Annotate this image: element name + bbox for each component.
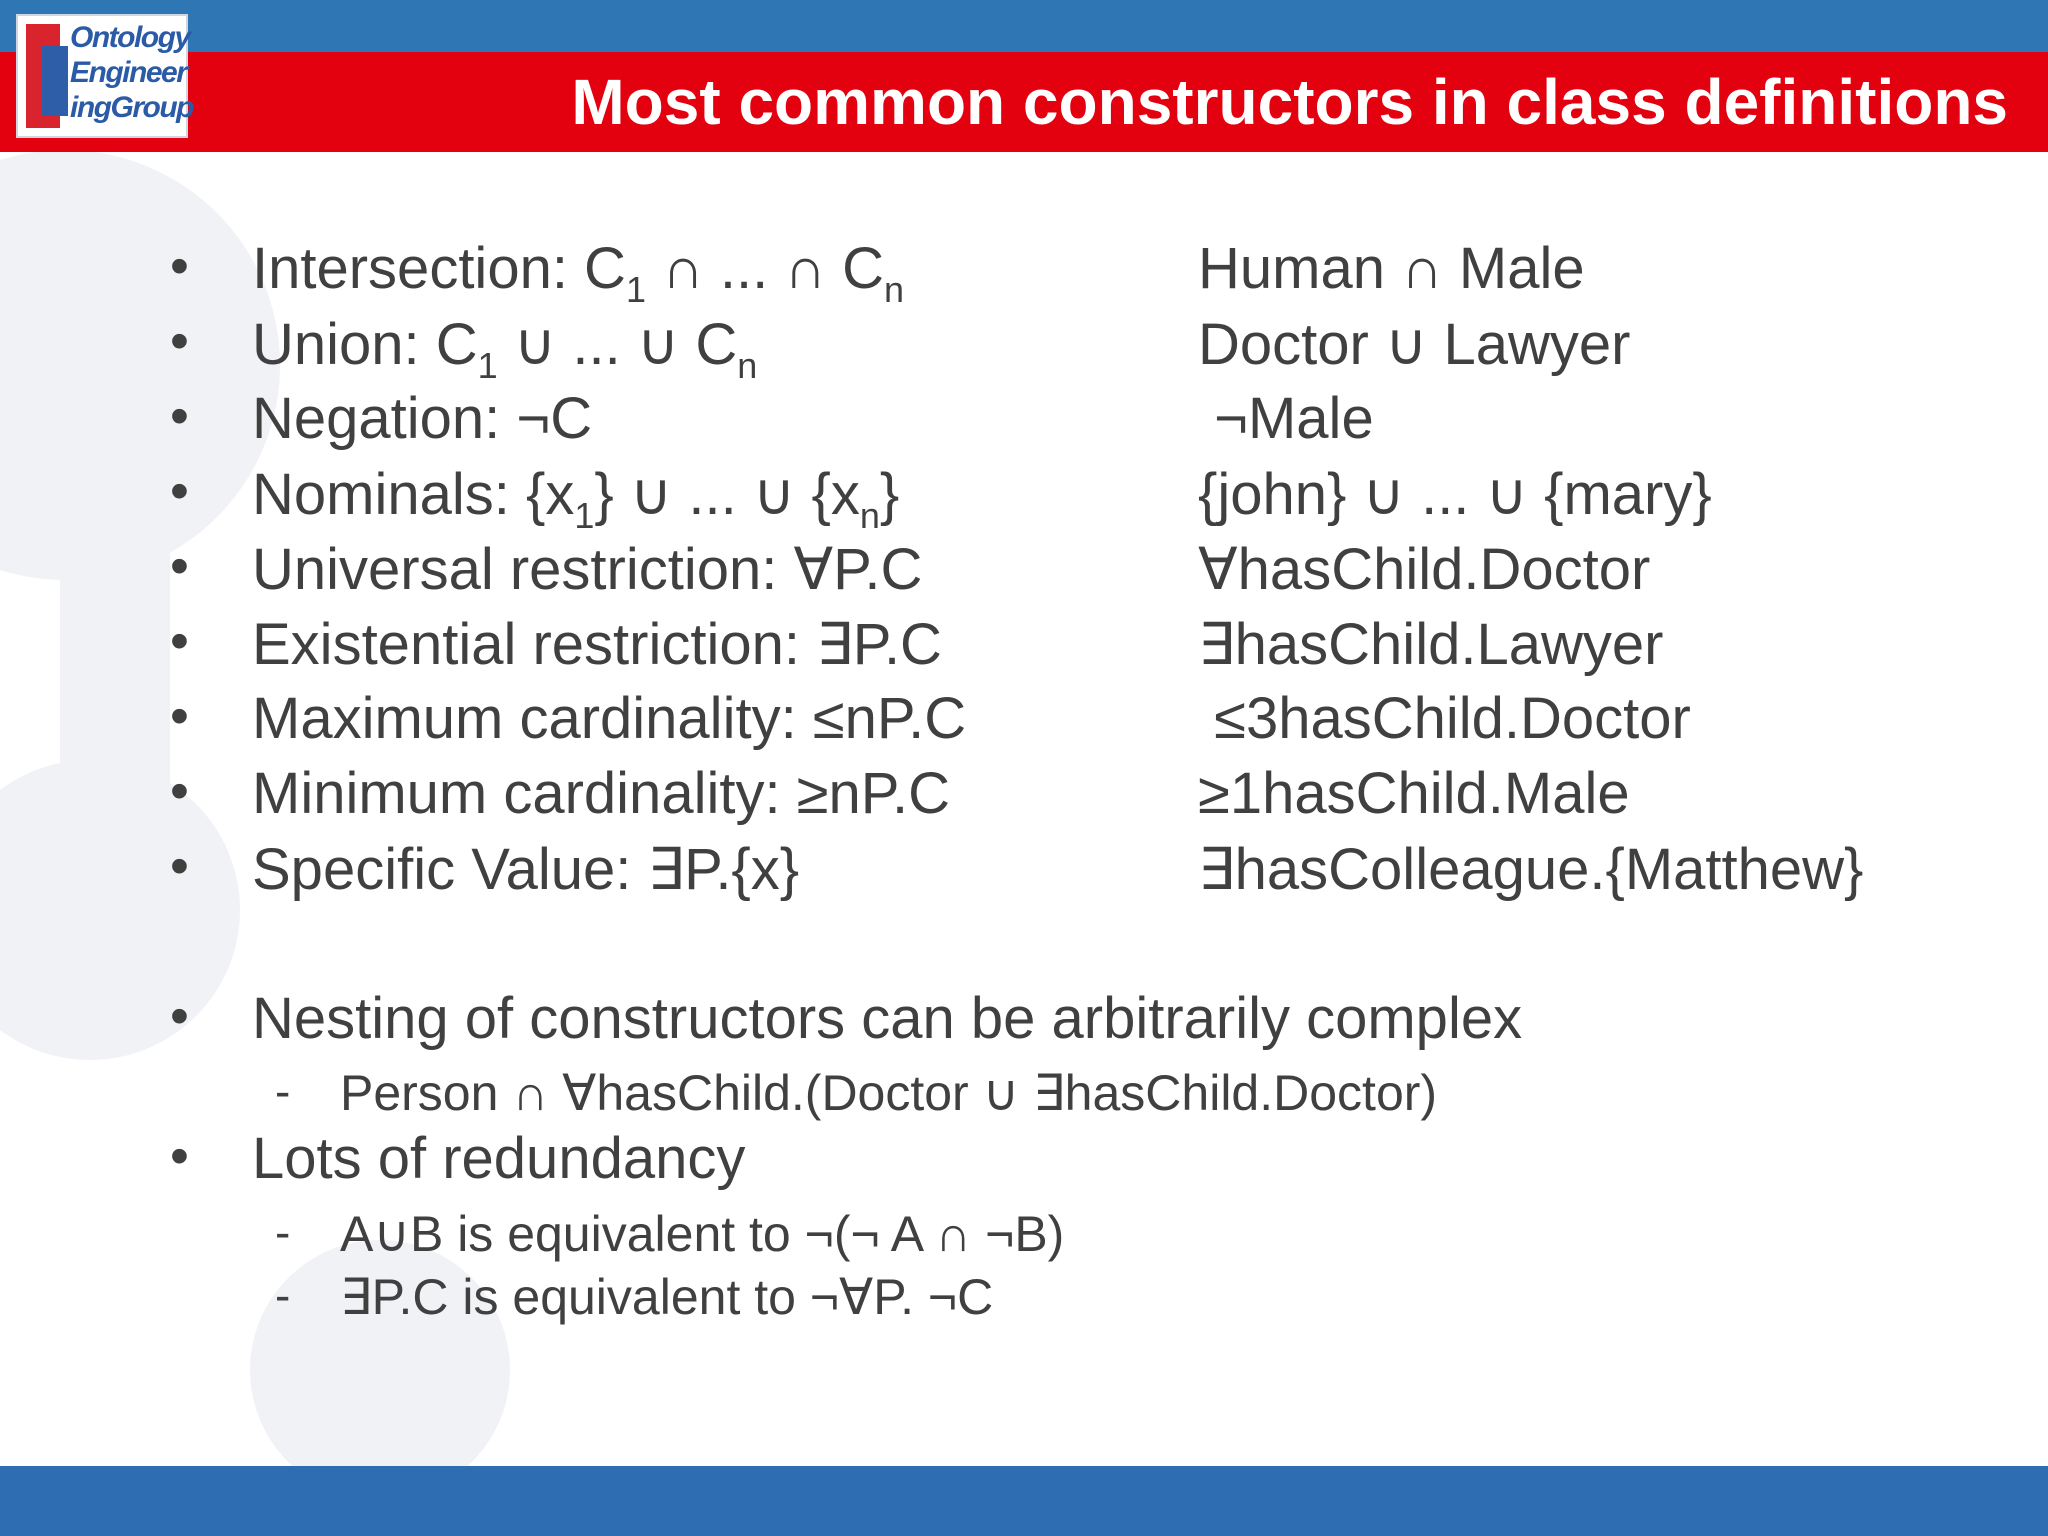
constructor-example: ≥1hasChild.Male — [1198, 761, 1630, 826]
bullet: • — [170, 386, 189, 446]
footer-band — [0, 1466, 2048, 1536]
constructor-definition: Nominals: $\{x_1\}$ ∪ ... ∪ $\{x_n\}$ — [252, 462, 900, 536]
constructor-row-specific-value — [0, 835, 2048, 910]
header-top-band — [0, 0, 2048, 52]
constructor-definition: Union: $C_1$ ∪ ... ∪ $C_n$ — [252, 312, 758, 386]
dash: - — [275, 1269, 291, 1321]
bullet: • — [170, 761, 189, 821]
constructor-example: {john} ∪ ... ∪ {mary} — [1198, 462, 1712, 527]
bullet: • — [170, 1126, 189, 1186]
constructor-example: ∃hasChild.Lawyer — [1198, 612, 1664, 677]
subitem-text: Person ∩ ∀hasChild.(Doctor ∪ ∃hasChild.Doctor) — [340, 1065, 1438, 1121]
constructor-example: ∀hasChild.Doctor — [1198, 537, 1651, 602]
bullet: • — [170, 986, 189, 1046]
constructor-definition: Universal restriction: ∀P.C — [252, 537, 923, 602]
subitem-text: A∪B is equivalent to ¬(¬ A ∩ ¬B) — [340, 1206, 1065, 1262]
slide-title: Most common constructors in class definitions — [571, 66, 2008, 138]
constructor-row-nominals — [0, 460, 2048, 535]
constructor-definition: Specific Value: ∃P.{x} — [252, 837, 800, 902]
logo-text — [70, 20, 193, 125]
bullet: • — [170, 536, 189, 596]
bullet: • — [170, 836, 189, 896]
constructor-example: ≤3hasChild.Doctor — [1198, 686, 1691, 751]
subitem-text: ∃P.C is equivalent to ¬∀P. ¬C — [340, 1269, 994, 1325]
logo-line-3: ingGroup — [70, 91, 193, 124]
constructor-example: Human ∩ Male — [1198, 236, 1585, 301]
constructor-row-intersection — [0, 235, 2048, 310]
dash: - — [275, 1206, 291, 1258]
logo-line-2: Engineer — [70, 56, 187, 89]
constructor-definition: Minimum cardinality: ≥nP.C — [252, 761, 950, 826]
note-redundancy — [0, 1125, 2048, 1200]
bullet: • — [170, 686, 189, 746]
ontology-engineering-group-logo — [16, 14, 193, 138]
constructor-row-existential — [0, 610, 2048, 685]
constructor-definition: Intersection: $C_1$ ∩ ... ∩ $C_n$ — [252, 236, 905, 310]
constructor-definition: Maximum cardinality: ≤nP.C — [252, 686, 967, 751]
logo-blue-stripe — [42, 46, 68, 116]
constructor-row-negation — [0, 385, 2048, 460]
constructor-example: Doctor ∪ Lawyer — [1198, 312, 1631, 377]
logo-line-1: Ontology — [70, 21, 190, 54]
constructor-row-min-cardinality — [0, 760, 2048, 835]
constructor-example: ∃hasColleague.{Matthew} — [1198, 837, 1864, 902]
bullet: • — [170, 461, 189, 521]
constructor-row-union — [0, 310, 2048, 385]
bullet: • — [170, 611, 189, 671]
note-text: Nesting of constructors can be arbitrarily complex — [252, 986, 1523, 1051]
constructor-example: ¬Male — [1198, 386, 1374, 451]
bullet: • — [170, 236, 189, 296]
constructor-definition: Negation: ¬C — [252, 386, 593, 451]
note-text: Lots of redundancy — [252, 1126, 746, 1191]
note-nesting — [0, 985, 2048, 1060]
constructor-row-max-cardinality — [0, 685, 2048, 760]
constructor-row-universal — [0, 535, 2048, 610]
dash: - — [275, 1065, 291, 1117]
bullet: • — [170, 311, 189, 371]
constructor-definition: Existential restriction: ∃P.C — [252, 612, 942, 677]
